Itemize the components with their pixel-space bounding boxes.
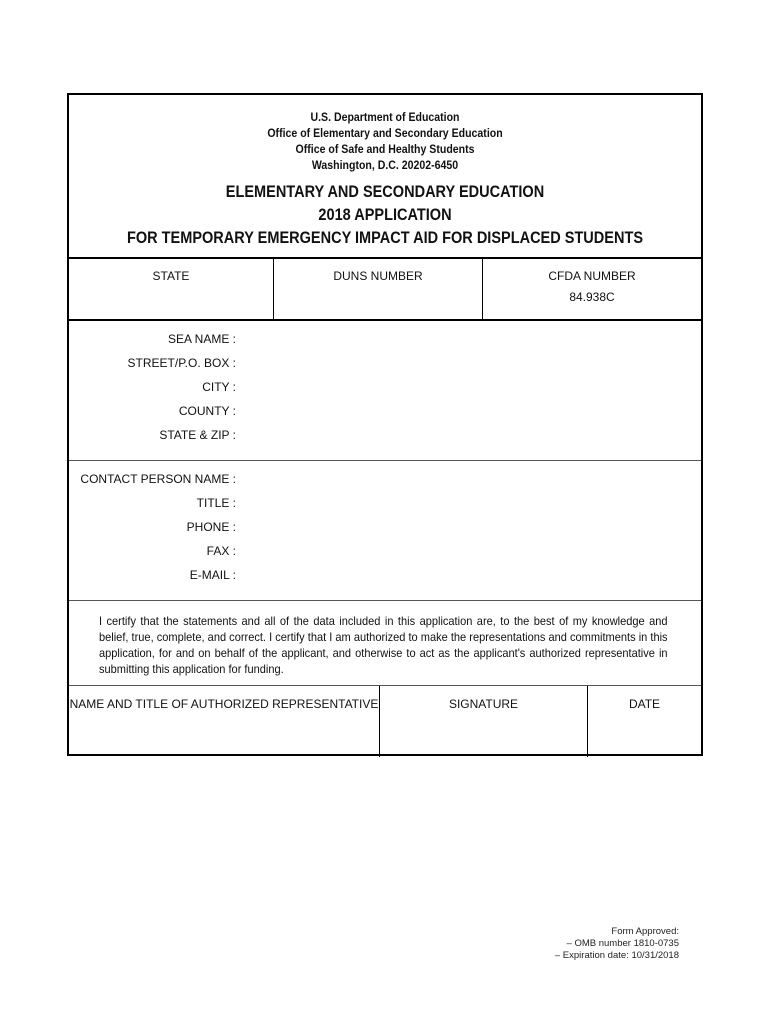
form-header: [69, 95, 701, 259]
certification-statement: I certify that the statements and all of the data included in this application are, to the best of my knowledge and belief, true, complete, and correct. I certify that I am authorized to make the representations and commitments in this application, for and on behalf of the applicant, and otherwise to act as the applicant's authorized representative in submitting this application for funding.: [99, 614, 668, 676]
phone-field[interactable]: [69, 519, 701, 535]
agency-line: Office of Safe and Healthy Students: [295, 142, 475, 156]
title-line: FOR TEMPORARY EMERGENCY IMPACT AID FOR DISPLACED STUDENTS: [126, 229, 644, 247]
title-line: ELEMENTARY AND SECONDARY EDUCATION: [225, 183, 545, 201]
cfda-cell: [483, 257, 701, 319]
email-field[interactable]: [69, 567, 701, 583]
signature-label: SIGNATURE: [448, 697, 519, 711]
sea-name-field[interactable]: [69, 331, 701, 347]
state-label: STATE: [152, 269, 190, 283]
phone-label: PHONE :: [186, 520, 236, 534]
agency-line: U.S. Department of Education: [310, 110, 460, 124]
title-label: TITLE :: [196, 496, 236, 510]
state-cell[interactable]: [69, 257, 274, 319]
agency-block: [107, 109, 663, 173]
omb-number: – OMB number 1810-0735: [566, 938, 679, 949]
city-field[interactable]: [69, 379, 701, 395]
duns-label: DUNS NUMBER: [333, 269, 423, 283]
duns-cell[interactable]: [274, 257, 483, 319]
cfda-value: 84.938C: [569, 290, 615, 304]
email-label: E-MAIL :: [189, 568, 236, 582]
approval-line: Form Approved:: [611, 926, 679, 937]
expiration-date: – Expiration date: 10/31/2018: [554, 950, 679, 961]
identifier-row: [69, 257, 701, 321]
county-label: COUNTY :: [178, 404, 236, 418]
agency-line: Office of Elementary and Secondary Education: [267, 126, 503, 140]
name-title-cell[interactable]: [69, 686, 380, 757]
signature-row: [69, 685, 701, 757]
contact-section: [69, 461, 701, 601]
cfda-label: CFDA NUMBER: [548, 269, 636, 283]
state-zip-label: STATE & ZIP :: [159, 428, 236, 442]
street-field[interactable]: [69, 355, 701, 371]
signature-cell[interactable]: [380, 686, 588, 757]
sea-section: [69, 319, 701, 461]
sea-name-label: SEA NAME :: [167, 332, 236, 346]
street-label: STREET/P.O. BOX :: [127, 356, 236, 370]
state-zip-field[interactable]: [69, 427, 701, 443]
application-form: [67, 93, 703, 756]
omb-approval-note: [555, 926, 679, 962]
fax-label: FAX :: [206, 544, 236, 558]
contact-name-label: CONTACT PERSON NAME :: [80, 472, 236, 486]
title-line: 2018 APPLICATION: [318, 206, 452, 224]
title-field[interactable]: [69, 495, 701, 511]
name-title-label: NAME AND TITLE OF AUTHORIZED REPRESENTATIVE: [69, 697, 379, 711]
fax-field[interactable]: [69, 543, 701, 559]
city-label: CITY :: [202, 380, 236, 394]
form-title: [107, 181, 663, 250]
contact-name-field[interactable]: [69, 471, 701, 487]
date-label: DATE: [628, 697, 661, 711]
county-field[interactable]: [69, 403, 701, 419]
agency-line: Washington, D.C. 20202-6450: [311, 158, 459, 172]
date-cell[interactable]: [588, 686, 701, 757]
